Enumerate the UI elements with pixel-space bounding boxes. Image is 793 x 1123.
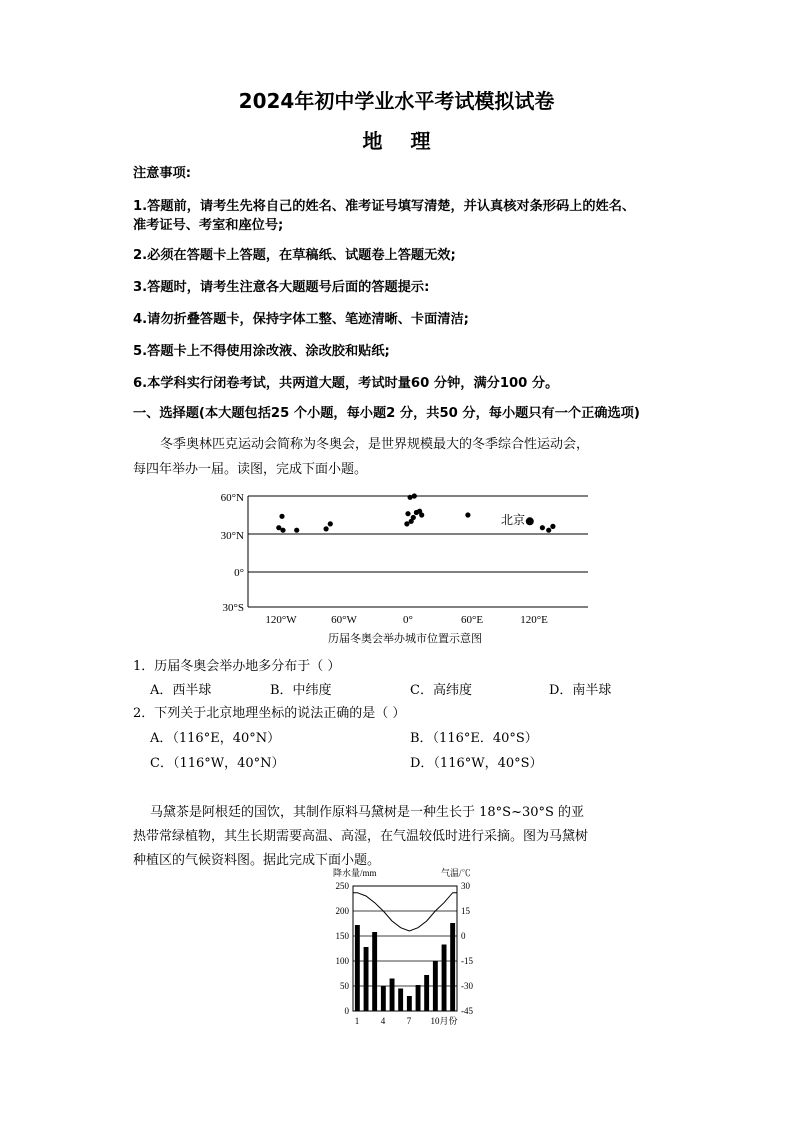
q1-option-b[interactable]: B．中纬度 <box>270 683 332 698</box>
beijing-label: 北京 <box>501 513 526 527</box>
passage-line: 热带常绿植物，其生长期需要高温、高湿，在气温较低时进行采摘。图为马黛树 <box>133 829 589 844</box>
city-dot <box>280 528 285 533</box>
x-tick: 4 <box>380 1016 386 1026</box>
city-dot <box>324 526 329 531</box>
passage-line: 种植区的气候资料图。据此完成下面小题。 <box>133 853 381 868</box>
x-tick: 1 <box>354 1016 360 1026</box>
subject-title: 地理 <box>362 129 459 153</box>
precip-axis-label: 降水量/mm <box>333 868 377 878</box>
lon-label: 60°W <box>331 614 357 626</box>
precip-bar <box>398 989 403 1012</box>
q1-option-a[interactable]: A．西半球 <box>150 683 212 698</box>
notice-item: 1.答题前，请考生先将自己的姓名、准考证号填写清楚，并认真核对条形码上的姓名、 <box>133 199 636 214</box>
lat-label: 30°N <box>220 530 244 542</box>
x-tick: 10月份 <box>430 1016 458 1026</box>
city-dot <box>412 493 417 498</box>
temp-axis-label: 气温/℃ <box>441 868 471 878</box>
right-tick: 30 <box>461 881 470 891</box>
question-2-stem: 2．下列关于北京地理坐标的说法正确的是（ ） <box>133 706 406 721</box>
beijing-dot <box>526 517 534 525</box>
q2-option-d[interactable]: D．（116°W，40°S） <box>410 756 543 771</box>
passage-line: 冬季奥林匹克运动会简称为冬奥会，是世界规模最大的冬季综合性运动会， <box>160 437 590 452</box>
city-dot <box>404 521 409 526</box>
question-1-stem: 1．历届冬奥会举办地多分布于（ ） <box>133 659 341 674</box>
right-tick: -30 <box>461 981 473 991</box>
lon-label: 60°E <box>460 614 484 626</box>
passage-line: 马黛茶是阿根廷的国饮，其制作原料马黛树是一种生长于 18°S~30°S 的亚 <box>150 805 585 820</box>
notice-item: 6.本学科实行闭卷考试，共两道大题，考试时量60 分钟，满分100 分。 <box>133 376 559 391</box>
climate-chart <box>315 864 495 1034</box>
map-caption: 历届冬奥会举办城市位置示意图 <box>328 633 482 645</box>
precip-bar <box>442 945 447 1012</box>
city-dot <box>405 511 410 516</box>
winter-olympics-map <box>210 482 600 652</box>
left-tick: 250 <box>335 881 349 891</box>
right-tick: 15 <box>461 906 470 916</box>
city-dot <box>328 521 333 526</box>
right-tick: 0 <box>461 931 466 941</box>
lon-label: 120°W <box>265 614 297 626</box>
section-heading: 一、选择题(本大题包括25 个小题，每小题2 分，共50 分，每小题只有一个正确选项) <box>133 406 640 421</box>
city-dot <box>419 512 424 517</box>
city-dot <box>546 528 551 533</box>
lat-label: 0° <box>234 567 244 579</box>
notice-item: 准考证号、考室和座位号; <box>133 218 284 233</box>
precip-bar <box>433 961 438 1011</box>
q2-option-a[interactable]: A．（116°E，40°N） <box>150 731 281 746</box>
precip-bar <box>407 996 412 1011</box>
city-dot <box>550 524 555 529</box>
precip-bar <box>416 985 421 1011</box>
lon-label: 0° <box>403 614 413 626</box>
notice-heading: 注意事项: <box>133 166 192 181</box>
left-tick: 100 <box>335 956 349 966</box>
city-dot <box>279 514 284 519</box>
precip-bar <box>355 925 360 1011</box>
left-tick: 200 <box>335 906 349 916</box>
left-tick: 0 <box>344 1006 349 1016</box>
lat-label: 30°S <box>222 602 244 614</box>
exam-title: 2024年初中学业水平考试模拟试卷 <box>238 89 555 113</box>
precip-bar <box>364 947 369 1011</box>
precip-bar <box>424 975 429 1011</box>
precip-bar <box>381 986 386 1011</box>
passage-line: 每四年举办一届。读图，完成下面小题。 <box>133 462 368 477</box>
q2-option-b[interactable]: B．（116°E．40°S） <box>410 731 538 746</box>
notice-item: 5.答题卡上不得使用涂改液、涂改胶和贴纸; <box>133 344 390 359</box>
q1-option-c[interactable]: C．高纬度 <box>410 683 472 698</box>
lon-label: 120°E <box>520 614 548 626</box>
precip-bar <box>372 932 377 1011</box>
left-tick: 50 <box>340 981 349 991</box>
left-tick: 150 <box>335 931 349 941</box>
temperature-curve <box>353 893 457 931</box>
city-dot <box>465 512 470 517</box>
right-tick: -15 <box>461 956 473 966</box>
precip-bar <box>390 979 395 1012</box>
notice-item: 2.必须在答题卡上答题，在草稿纸、试题卷上答题无效; <box>133 248 456 263</box>
gridlines <box>353 911 457 986</box>
lat-label: 60°N <box>220 492 244 504</box>
notice-item: 3.答题时，请考生注意各大题题号后面的答题提示: <box>133 280 430 295</box>
right-tick: -45 <box>461 1006 473 1016</box>
q1-option-d[interactable]: D．南半球 <box>549 683 612 698</box>
precip-bar <box>450 923 455 1011</box>
q2-option-c[interactable]: C．（116°W，40°N） <box>150 756 285 771</box>
city-dot <box>540 525 545 530</box>
notice-item: 4.请勿折叠答题卡，保持字体工整、笔迹清晰、卡面清洁; <box>133 312 469 327</box>
x-tick: 7 <box>406 1016 412 1026</box>
city-dot <box>294 528 299 533</box>
